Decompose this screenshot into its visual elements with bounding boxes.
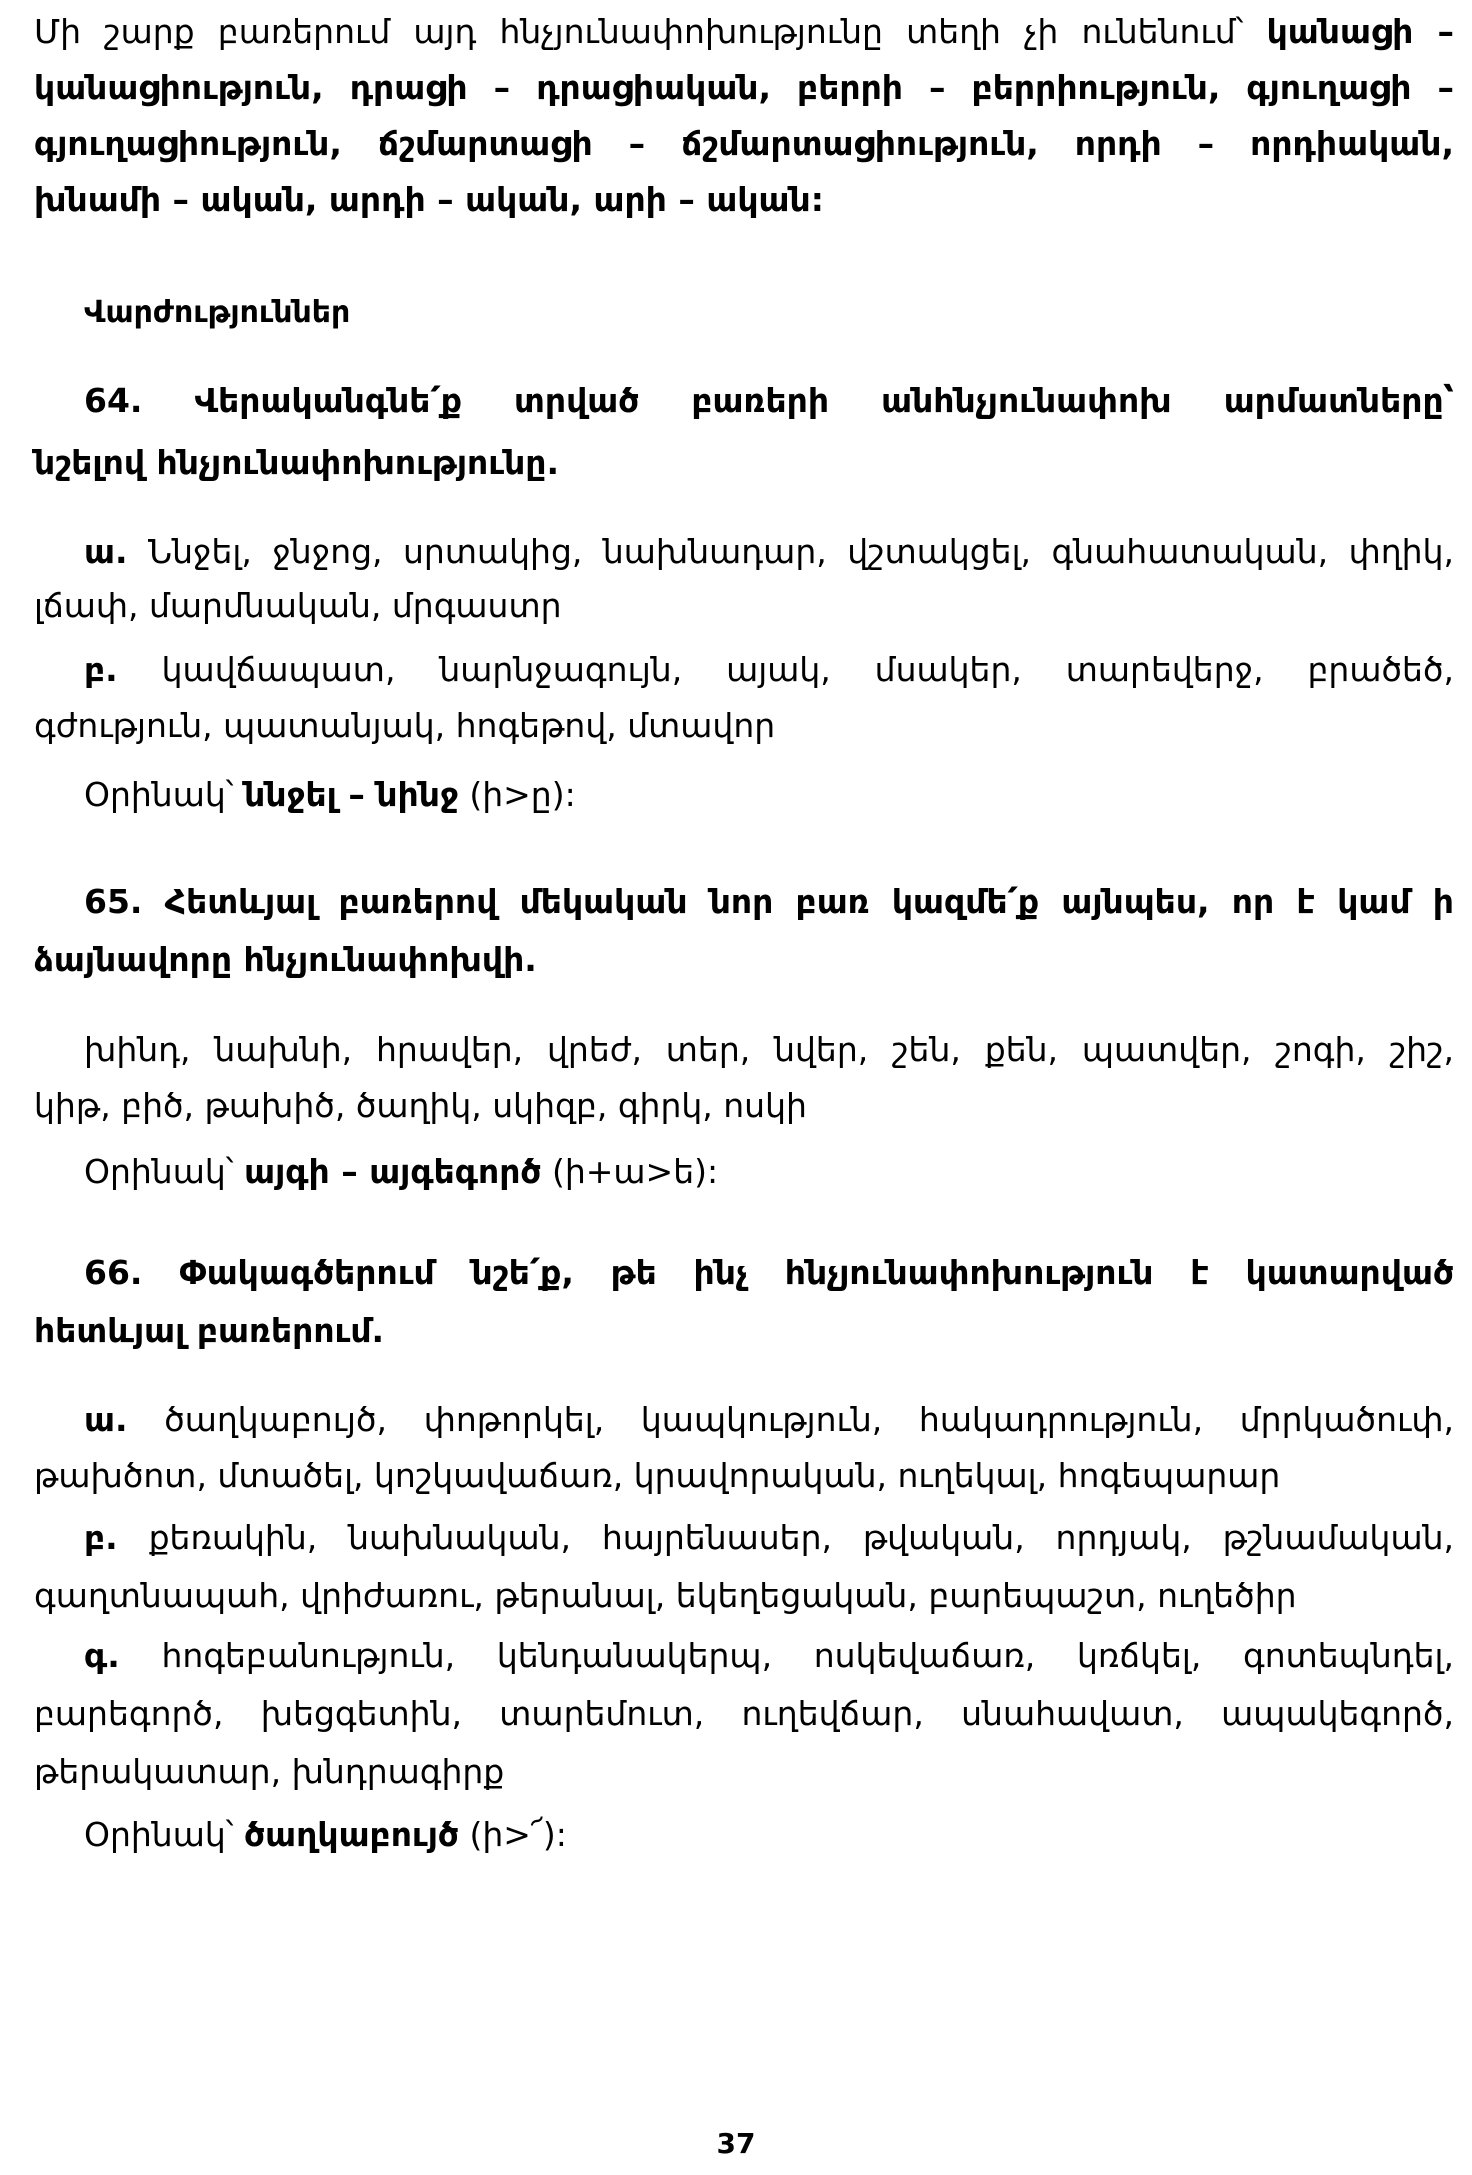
exercise-65-example: Օրինակ՝ այգի – այգեգործ (ի+ա>ե): bbox=[84, 1152, 719, 1191]
intro-line-1: Մի շարք բառերում այդ հնչյունափոխությունը տեղի չի ունենում՝ կանացի – bbox=[34, 12, 1454, 51]
exercise-66-example: Օրինակ՝ ծաղկաբույծ (ի>՜): bbox=[84, 1815, 567, 1854]
exercise-66-title-line-2: հետևյալ բառերում. bbox=[34, 1311, 385, 1350]
exercise-65-title-line-1: 65. Հետևյալ բառերով մեկական նոր բառ կազմե՛ք այնպես, որ է կամ ի bbox=[84, 882, 1454, 921]
exercise-64-title-line-2: նշելով հնչյունափոխությունը. bbox=[34, 443, 559, 482]
section-heading: Վարժություններ bbox=[84, 295, 351, 330]
exercise-66-title-line-1: 66. Փակագծերում նշե՛ք, թե ինչ հնչյունափոխություն է կատարված bbox=[84, 1253, 1454, 1292]
page-number: 37 bbox=[716, 2127, 756, 2160]
exercise-66-group-b-line-1: բ. քեռակին, նախնական, հայրենասեր, թվական, որդյակ, թշնամական, bbox=[84, 1518, 1454, 1557]
exercise-64-group-b-line-2: գժություն, պատանյակ, հոգեթով, մտավոր bbox=[34, 706, 776, 745]
exercise-65-words-line-1: խինդ, նախնի, հրավեր, վրեժ, տեր, նվեր, շեն, քեն, պատվեր, շոգի, շիշ, bbox=[84, 1030, 1454, 1069]
exercise-64-example: Օրինակ՝ ննջել – նինջ (ի>ը): bbox=[84, 775, 576, 814]
exercise-64-group-b-line-1: բ. կավճապատ, նարնջագույն, այակ, մսակեր, տարեվերջ, բրածեծ, bbox=[84, 650, 1454, 689]
intro-line-3: գյուղացիություն, ճշմարտացի – ճշմարտացիություն, որդի – որդիական, bbox=[34, 124, 1454, 163]
exercise-64-group-a-line-1: ա. Ննջել, ջնջոց, սրտակից, նախնադար, վշտակցել, գնահատական, փղիկ, bbox=[84, 532, 1454, 571]
exercise-66-group-b-line-2: գաղտնապահ, վրիժառու, թերանալ, եկեղեցական, բարեպաշտ, ուղեծիր bbox=[34, 1576, 1297, 1615]
exercise-65-words-line-2: կիթ, բիծ, թախիծ, ծաղիկ, սկիզբ, գիրկ, ոսկի bbox=[34, 1086, 807, 1125]
exercise-66-group-c-line-1: գ. հոգեբանություն, կենդանակերպ, ոսկեվաճառ, կռճկել, գոտեպնդել, bbox=[84, 1636, 1454, 1675]
intro-line-2: կանացիություն, դրացի – դրացիական, բերրի – բերրիություն, գյուղացի – bbox=[34, 68, 1454, 107]
exercise-64-group-a-line-2: լճափ, մարմնական, մրգաստր bbox=[34, 586, 562, 625]
exercise-66-group-c-line-3: թերակատար, խնդրագիրք bbox=[34, 1752, 505, 1791]
exercise-66-group-c-line-2: բարեգործ, խեցգետին, տարեմուտ, ուղեվճար, սնահավատ, ապակեգործ, bbox=[34, 1694, 1454, 1733]
exercise-64-title-line-1: 64. Վերականգնե՛ք տրված բառերի անհնչյունափոխ արմատները՝ bbox=[84, 381, 1454, 420]
intro-line-4: խնամի – ական, արդի – ական, արի – ական: bbox=[34, 180, 824, 219]
exercise-66-group-a-line-2: թախծոտ, մտածել, կոշկավաճառ, կրավորական, ուղեկալ, հոգեպարար bbox=[34, 1456, 1281, 1495]
exercise-65-title-line-2: ձայնավորը հնչյունափոխվի. bbox=[34, 940, 537, 979]
exercise-66-group-a-line-1: ա. ծաղկաբույծ, փոթորկել, կապկություն, հակադրություն, մրրկածուփ, bbox=[84, 1400, 1454, 1439]
